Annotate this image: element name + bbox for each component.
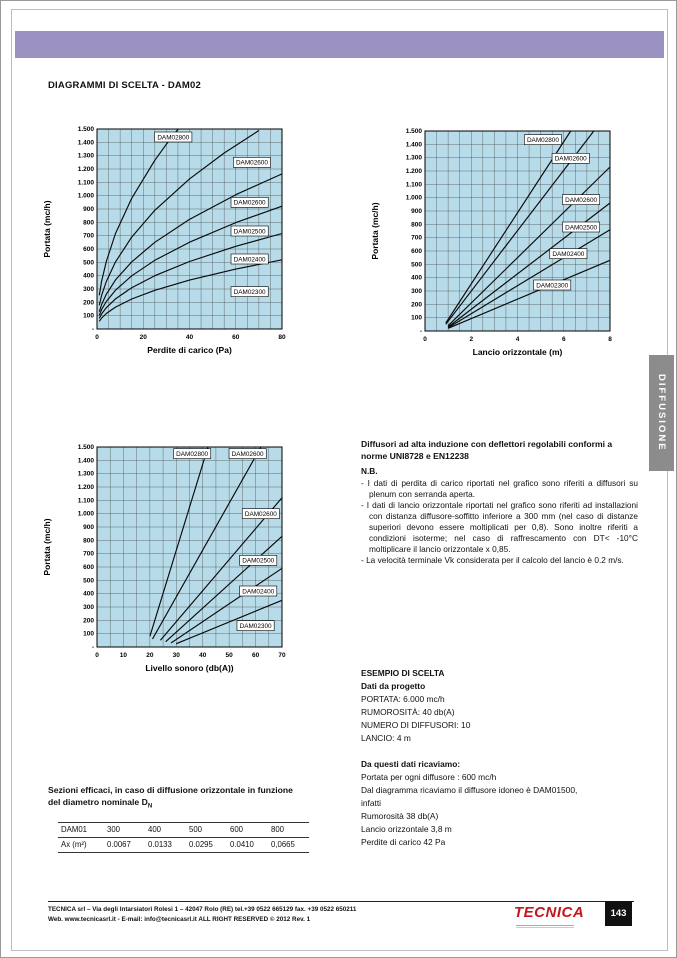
note-bullet: - I dati di lancio orizzontale riportati nel grafico sono riferiti ad installazioni con distanza diffusore-soffitto inferiore a 300 mm (nel caso di distanze superiori devono essere moltiplicati per 0,8). Sono inoltre riferiti a condizioni isoterme; nel caso di raffrescamento con DT< -10°C moltiplicare il lancio orizzontale x 0,85. xyxy=(361,500,638,554)
svg-text:30: 30 xyxy=(172,652,180,659)
svg-text:1.300: 1.300 xyxy=(77,470,94,478)
svg-text:1.300: 1.300 xyxy=(405,154,422,162)
table-cell: 0,0665 xyxy=(268,837,309,852)
svg-text:Perdite di carico (Pa): Perdite di carico (Pa) xyxy=(147,345,232,355)
svg-text:900: 900 xyxy=(411,208,422,215)
example-subtitle: Dati da progetto xyxy=(361,681,426,691)
svg-text:1.300: 1.300 xyxy=(77,152,94,160)
svg-text:40: 40 xyxy=(185,334,194,341)
derive-line: Dal diagramma ricaviamo il diffusore idoneo è DAM01500, xyxy=(361,785,578,795)
svg-text:800: 800 xyxy=(83,537,94,545)
derive-title: Da questi dati ricaviamo: xyxy=(361,759,461,769)
effective-sections xyxy=(48,785,348,853)
derive-line: Portata per ogni diffusore : 600 mc/h xyxy=(361,772,497,782)
svg-text:60: 60 xyxy=(251,652,260,659)
svg-text:1.500: 1.500 xyxy=(405,128,422,135)
tab-diffusione xyxy=(649,355,674,471)
chart-sound-level xyxy=(39,439,339,684)
svg-text:DAM02600: DAM02600 xyxy=(244,511,277,519)
svg-text:DAM02600: DAM02600 xyxy=(554,155,587,163)
svg-text:800: 800 xyxy=(83,219,94,227)
chart-horizontal-throw-svg xyxy=(367,123,667,363)
svg-text:500: 500 xyxy=(83,577,94,585)
header-bar xyxy=(15,31,664,58)
table-cell: 0.0295 xyxy=(186,837,227,852)
page-title xyxy=(48,80,201,91)
svg-text:300: 300 xyxy=(411,288,422,295)
page-number: 143 xyxy=(605,901,632,926)
nb-label: N.B. xyxy=(361,466,378,476)
svg-text:DAM02600: DAM02600 xyxy=(233,199,266,207)
svg-text:0: 0 xyxy=(423,336,427,343)
svg-text:300: 300 xyxy=(83,604,94,611)
svg-text:10: 10 xyxy=(119,652,128,659)
svg-text:2: 2 xyxy=(469,336,474,343)
svg-text:80: 80 xyxy=(278,334,286,341)
svg-text:Portata (mc/h): Portata (mc/h) xyxy=(370,202,380,260)
table-row xyxy=(58,837,309,852)
svg-text:20: 20 xyxy=(146,652,154,659)
svg-text:DAM02300: DAM02300 xyxy=(239,623,272,631)
notes-heading: Diffusori ad alta induzione con deflettori regolabili conformi a norme UNI8728 e EN12238 xyxy=(361,439,613,461)
chart-pressure-drop xyxy=(39,121,339,366)
svg-text:-: - xyxy=(91,644,94,651)
svg-text:600: 600 xyxy=(83,564,94,571)
example-section xyxy=(361,667,638,849)
footer-address: TECNICA srl – Via degli Intarsiatori Rolesi 1 – 42047 Rolo (RE) tel.+39 0522 665129 fax. +39 0522 650211 xyxy=(48,906,357,913)
note-bullet: - La velocità terminale Vk considerata per il calcolo del lancio è 0.2 m/s. xyxy=(361,555,624,565)
note-bullet: - I dati di perdita di carico riportati nel grafico sono riferiti a diffusori su plenum con serranda aperta. xyxy=(361,478,638,499)
svg-text:1.100: 1.100 xyxy=(405,181,422,189)
svg-text:4: 4 xyxy=(515,336,520,343)
svg-text:1.200: 1.200 xyxy=(405,168,422,175)
derive-line: infatti xyxy=(361,798,382,808)
svg-text:DAM02500: DAM02500 xyxy=(233,228,266,236)
chart-sound-level-svg xyxy=(39,439,339,679)
example-line: PORTATA: 6.000 mc/h xyxy=(361,694,445,704)
sections-caption-text: Sezioni efficaci, in caso di diffusione orizzontale in funzione del diametro nominale D xyxy=(48,785,293,807)
svg-text:100: 100 xyxy=(83,312,94,320)
svg-text:-: - xyxy=(419,328,422,335)
svg-text:400: 400 xyxy=(411,274,422,282)
svg-text:1.500: 1.500 xyxy=(77,444,94,451)
table-cell: 300 xyxy=(104,822,145,837)
svg-text:50: 50 xyxy=(225,652,233,659)
footer-contacts: Web. www.tecnicasrl.it - E-mail: info@tecnicasrl.it ALL RIGHT RESERVED © 2012 Rev. 1 xyxy=(48,916,311,923)
svg-text:DAM02400: DAM02400 xyxy=(242,588,275,596)
svg-text:DAM02400: DAM02400 xyxy=(552,251,585,259)
table-cell: 0.0410 xyxy=(227,837,268,852)
svg-text:1.000: 1.000 xyxy=(405,194,422,202)
svg-text:DAM02400: DAM02400 xyxy=(233,256,266,264)
svg-text:DAM02800: DAM02800 xyxy=(176,451,209,459)
table-cell: 400 xyxy=(145,822,186,837)
page-title-model: DAM02 xyxy=(167,80,202,91)
svg-text:1.000: 1.000 xyxy=(77,510,94,518)
svg-text:DAM02800: DAM02800 xyxy=(526,137,559,145)
derive-line: Perdite di carico 42 Pa xyxy=(361,837,446,847)
sections-caption xyxy=(48,785,306,813)
svg-text:DAM02300: DAM02300 xyxy=(536,282,569,290)
svg-text:0: 0 xyxy=(95,334,99,341)
svg-text:1.400: 1.400 xyxy=(77,457,94,465)
svg-text:500: 500 xyxy=(411,261,422,269)
svg-text:1.400: 1.400 xyxy=(405,141,422,149)
svg-text:900: 900 xyxy=(83,206,94,213)
table-cell: 800 xyxy=(268,822,309,837)
derive-line: Rumorosità 38 db(A) xyxy=(361,811,439,821)
svg-text:0: 0 xyxy=(95,652,99,659)
sections-table xyxy=(58,822,309,853)
table-cell: 600 xyxy=(227,822,268,837)
svg-text:6: 6 xyxy=(561,336,566,343)
svg-text:200: 200 xyxy=(83,617,94,625)
svg-text:1.400: 1.400 xyxy=(77,139,94,147)
chart-pressure-drop-svg xyxy=(39,121,339,361)
example-line: RUMOROSITÀ: 40 db(A) xyxy=(361,707,455,717)
table-cell: DAM01 xyxy=(58,822,104,837)
svg-text:70: 70 xyxy=(278,652,286,659)
svg-text:Lancio orizzontale (m): Lancio orizzontale (m) xyxy=(472,347,563,357)
svg-text:1.200: 1.200 xyxy=(77,484,94,491)
example-line: LANCIO: 4 m xyxy=(361,733,411,743)
derive-line: Lancio orizzontale 3,8 m xyxy=(361,824,452,834)
svg-text:DAM02500: DAM02500 xyxy=(242,557,275,565)
svg-text:-: - xyxy=(91,326,94,333)
svg-text:500: 500 xyxy=(83,259,94,267)
svg-text:200: 200 xyxy=(83,299,94,307)
svg-text:700: 700 xyxy=(83,232,94,240)
svg-text:DAM02800: DAM02800 xyxy=(157,134,190,142)
chart-horizontal-throw xyxy=(367,123,667,368)
svg-text:100: 100 xyxy=(83,630,94,638)
svg-text:800: 800 xyxy=(411,221,422,229)
table-cell: 500 xyxy=(186,822,227,837)
svg-text:60: 60 xyxy=(232,334,240,341)
page-title-main: DIAGRAMMI DI SCELTA - xyxy=(48,80,165,91)
svg-text:DAM02300: DAM02300 xyxy=(233,289,266,297)
svg-text:20: 20 xyxy=(139,334,147,341)
svg-text:DAM02500: DAM02500 xyxy=(565,224,598,232)
svg-text:8: 8 xyxy=(608,336,612,343)
svg-text:400: 400 xyxy=(83,272,94,280)
tab-diffusione-label: DIFFUSIONE xyxy=(656,374,667,452)
svg-text:700: 700 xyxy=(83,550,94,558)
svg-text:Portata (mc/h): Portata (mc/h) xyxy=(42,200,52,258)
svg-text:100: 100 xyxy=(411,314,422,322)
svg-text:400: 400 xyxy=(83,590,94,598)
table-row xyxy=(58,822,309,837)
sections-caption-subscript: N xyxy=(147,803,153,810)
table-cell: Ax (m²) xyxy=(58,837,104,852)
svg-text:1.200: 1.200 xyxy=(77,166,94,173)
svg-text:Livello sonoro (db(A)): Livello sonoro (db(A)) xyxy=(145,663,234,673)
table-cell: 0.0133 xyxy=(145,837,186,852)
svg-text:Portata (mc/h): Portata (mc/h) xyxy=(42,518,52,576)
svg-text:700: 700 xyxy=(411,234,422,242)
svg-text:1.100: 1.100 xyxy=(77,179,94,187)
tecnica-logo-text: TECNICA xyxy=(514,904,585,921)
svg-text:DAM02600: DAM02600 xyxy=(565,197,598,205)
svg-text:1.100: 1.100 xyxy=(77,497,94,505)
example-title: ESEMPIO DI SCELTA xyxy=(361,668,445,678)
svg-text:1.500: 1.500 xyxy=(77,126,94,133)
svg-text:DAM02600: DAM02600 xyxy=(235,159,268,167)
svg-text:900: 900 xyxy=(83,524,94,531)
svg-text:40: 40 xyxy=(199,652,207,659)
svg-text:1.000: 1.000 xyxy=(77,192,94,200)
svg-text:DAM02600: DAM02600 xyxy=(231,451,264,459)
svg-text:600: 600 xyxy=(83,246,94,253)
notes-section xyxy=(361,439,638,566)
table-cell: 0.0067 xyxy=(104,837,145,852)
svg-text:600: 600 xyxy=(411,248,422,255)
svg-text:300: 300 xyxy=(83,286,94,293)
example-line: NUMERO DI DIFFUSORI: 10 xyxy=(361,720,471,730)
svg-text:200: 200 xyxy=(411,301,422,309)
